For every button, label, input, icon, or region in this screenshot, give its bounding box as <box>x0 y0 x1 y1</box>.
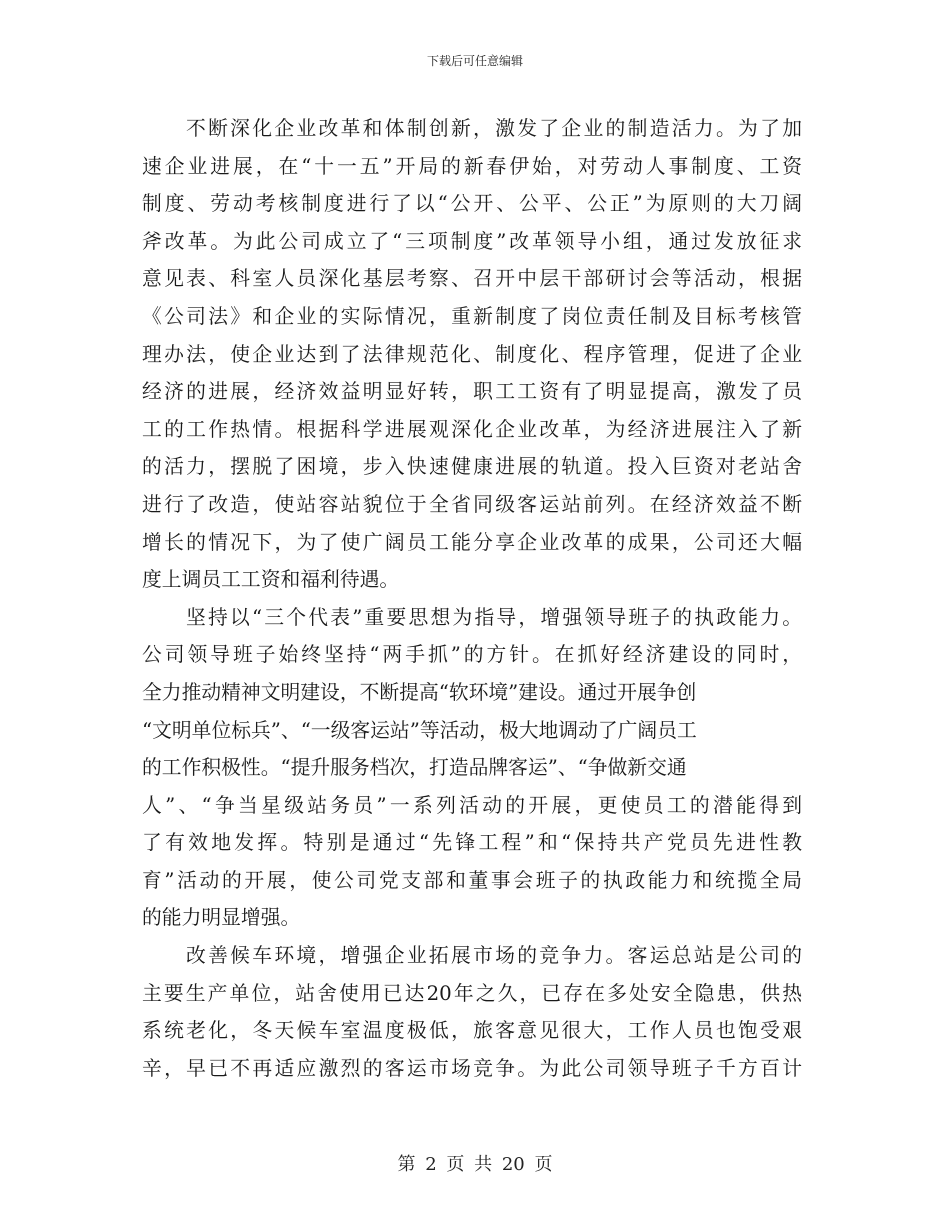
page-number-footer: 第 2 页 共 20 页 <box>397 1154 553 1175</box>
text-line: 意见表、科室人员深化基层考察、召开中层干部研讨会等活动，根据 <box>142 267 802 291</box>
text-line: 的工作积极性。“提升服务档次，打造品牌客运”、“争做新交通 <box>142 756 687 780</box>
text-line: 速企业进展，在“十一五”开局的新春伊始，对劳动人事制度、工资 <box>142 154 802 178</box>
text-line: 进行了改造，使站容站貌位于全省同级客运站前列。在经济效益不断 <box>142 492 802 516</box>
text-line: 理办法，使企业达到了法律规范化、制度化、程序管理，促进了企业 <box>142 342 802 366</box>
paragraph-2 <box>142 599 802 937</box>
text-line: 改善候车环境，增强企业拓展市场的竞争力。客运总站是公司的 <box>186 944 802 968</box>
text-line: 制度、劳动考核制度进行了以“公开、公平、公正”为原则的大刀阔 <box>142 192 802 216</box>
text-line: 增长的情况下，为了使广阔员工能分享企业改革的成果，公司还大幅 <box>142 530 802 554</box>
text-line: 斧改革。为此公司成立了“三项制度”改革领导小组，通过发放征求 <box>142 229 802 253</box>
text-line: 育”活动的开展，使公司党支部和董事会班子的执政能力和统揽全局 <box>142 868 802 892</box>
text-line: 全力推动精神文明建设，不断提高“软环境”建设。通过开展争创 <box>142 680 697 704</box>
text-line: 度上调员工工资和福利待遇。 <box>142 568 400 592</box>
paragraph-1 <box>142 110 802 599</box>
text-line: 坚持以“三个代表”重要思想为指导，增强领导班子的执政能力。 <box>186 605 802 629</box>
text-line: 系统老化，冬天候车室温度极低，旅客意见很大，工作人员也饱受艰 <box>142 1019 802 1043</box>
text-line: 辛，早已不再适应激烈的客运市场竞争。为此公司领导班子千方百计 <box>142 1056 802 1080</box>
text-line: 的活力，摆脱了困境，步入快速健康进展的轨道。投入巨资对老站舍 <box>142 455 802 479</box>
text-line: 工的工作热情。根据科学进展观深化企业改革，为经济进展注入了新 <box>142 417 802 441</box>
page-header: 下载后可任意编辑 <box>426 54 523 68</box>
text-line: 经济的进展，经济效益明显好转，职工工资有了明显提高，激发了员 <box>142 380 802 404</box>
text-line: “文明单位标兵”、“一级客运站”等活动，极大地调动了广阔员工 <box>142 718 697 742</box>
text-line: 人”、“争当星级站务员”一系列活动的开展，更使员工的潜能得到 <box>142 793 802 817</box>
text-line: 了有效地发挥。特别是通过“先锋工程”和“保持共产党员先进性教 <box>142 831 802 855</box>
text-line: 公司领导班子始终坚持“两手抓”的方针。在抓好经济建设的同时， <box>142 643 802 667</box>
text-line: 《公司法》和企业的实际情况，重新制度了岗位责任制及目标考核管 <box>142 304 802 328</box>
text-line: 的能力明显增强。 <box>142 906 301 930</box>
document-body <box>142 110 802 1087</box>
text-line: 不断深化企业改革和体制创新，激发了企业的制造活力。为了加 <box>186 117 802 140</box>
paragraph-3 <box>142 937 802 1087</box>
text-line: 主要生产单位，站舍使用已达20年之久，已存在多处安全隐患，供热 <box>142 981 802 1005</box>
